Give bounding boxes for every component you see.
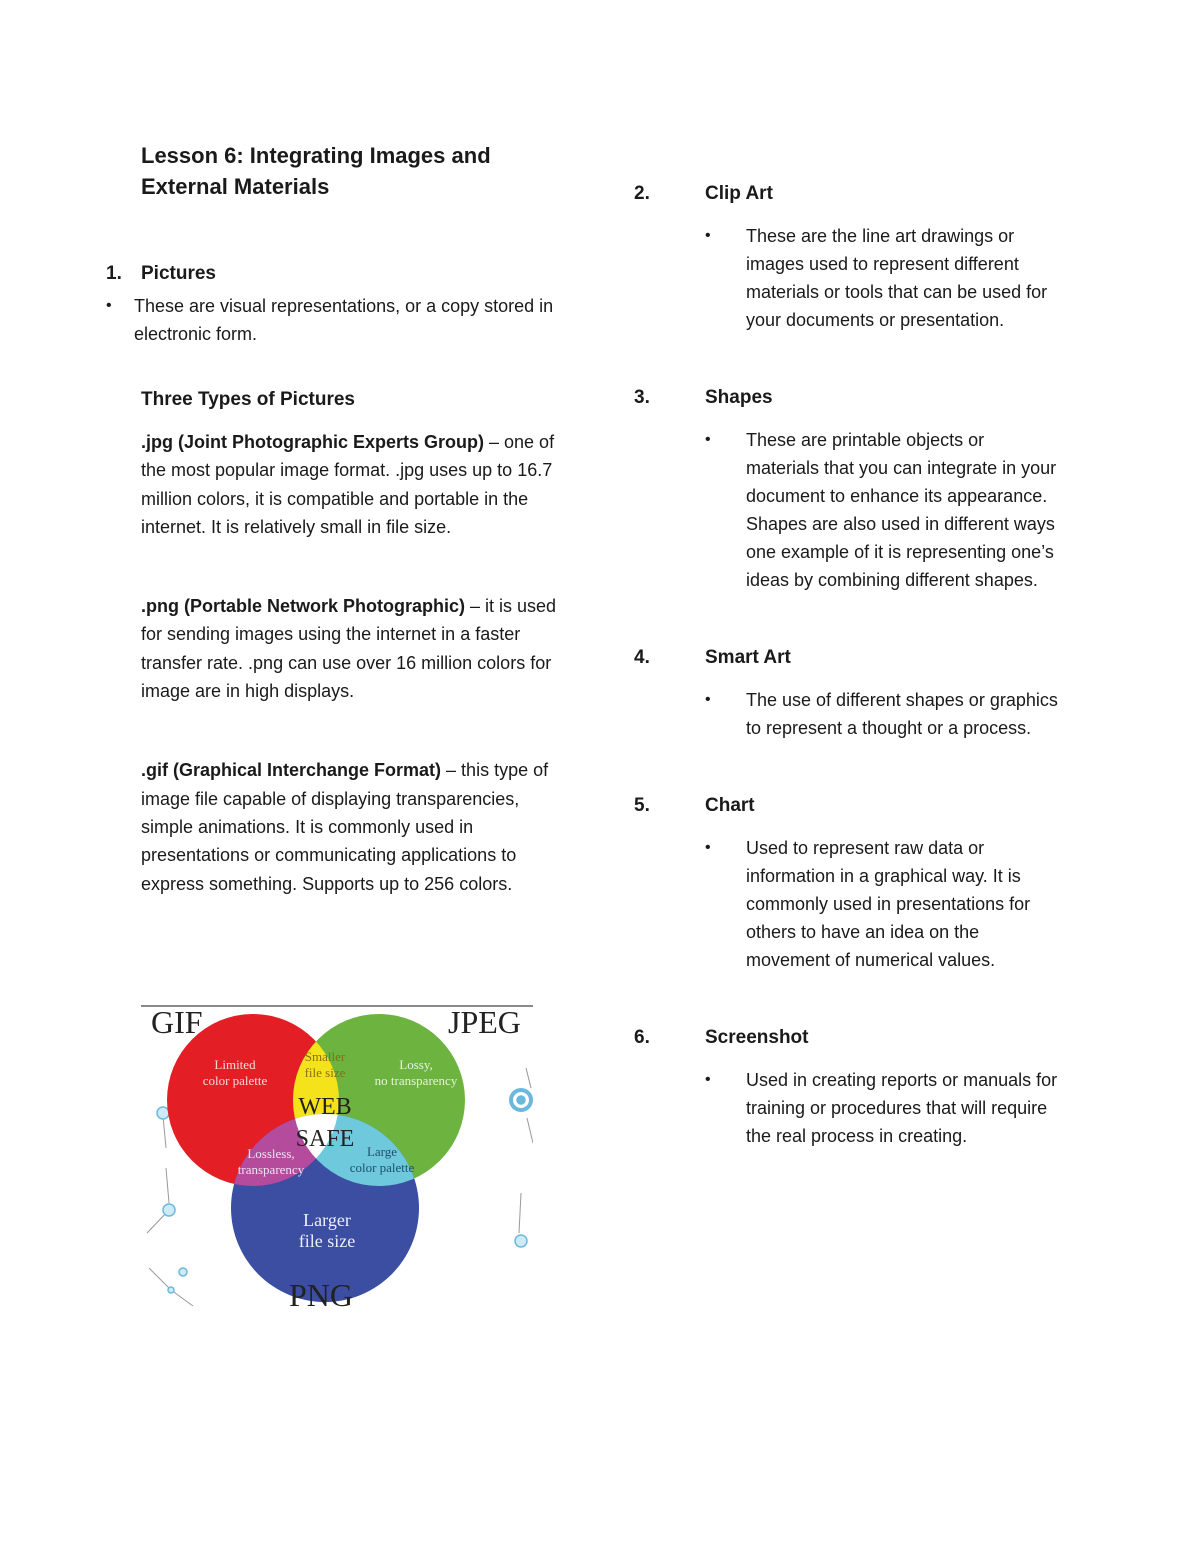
section-heading: [634, 792, 1074, 820]
section-title: Chart: [705, 795, 755, 816]
bullet-icon: •: [705, 839, 711, 856]
section-number: 2.: [634, 183, 650, 204]
picture-type-name: .gif (Graphical Interchange Format): [141, 760, 442, 781]
gif-jpeg-text: Smaller: [304, 1049, 346, 1064]
web-safe-text: WEB: [298, 1094, 352, 1120]
section-number: 1.: [106, 263, 122, 284]
bullet-text: Used in creating reports or manuals for training or procedures that will require the real process in creating.: [746, 1070, 1058, 1146]
section-heading: [634, 644, 1074, 672]
list-item: [705, 426, 1074, 594]
gif-only-text: Limited: [214, 1057, 256, 1072]
picture-type-name: .png (Portable Network Photographic): [141, 596, 466, 617]
bullet-icon: •: [705, 227, 711, 244]
section-title: Pictures: [141, 263, 216, 284]
three-types-heading: Three Types of Pictures: [141, 389, 355, 410]
section-title: Clip Art: [705, 183, 773, 204]
jpeg-only-text: Lossy,: [399, 1057, 433, 1072]
section-heading: [634, 180, 1074, 208]
section-title: Smart Art: [705, 647, 791, 668]
image-format-venn-diagram: [141, 998, 533, 1310]
section-heading: [634, 384, 1074, 412]
section-number: 6.: [634, 1027, 650, 1048]
jpeg-label: JPEG: [448, 1004, 521, 1040]
gif-only-text: color palette: [202, 1073, 268, 1088]
bullet-icon: •: [705, 1071, 711, 1088]
list-item: [705, 1066, 1074, 1150]
gif-png-text: transparency: [237, 1162, 305, 1177]
bullet-icon: •: [705, 431, 711, 448]
list-item: [106, 292, 571, 348]
picture-type-desc: – it is used for sending images using the internet in a faster transfer rate. .png can use over 16 million colors for image are in high displays.: [141, 596, 557, 702]
picture-type-png: [141, 592, 571, 705]
picture-type-gif: [141, 756, 571, 897]
jpeg-png-text: color palette: [349, 1160, 415, 1175]
jpeg-png-text: Large: [366, 1144, 398, 1159]
section-clip-art: [634, 180, 1074, 334]
section-heading-pictures: [106, 260, 571, 288]
list-item: [705, 222, 1074, 334]
png-label: PNG: [289, 1277, 354, 1310]
right-column: [634, 180, 1074, 1150]
png-only-text: file size: [298, 1231, 356, 1251]
picture-type-jpg: [141, 428, 571, 541]
bullet-icon: •: [705, 691, 711, 708]
section-heading: [634, 1024, 1074, 1052]
section-chart: [634, 792, 1074, 974]
picture-type-desc: – one of the most popular image format. .jpg uses up to 16.7 million colors, it is compatible and portable in the internet. It is relatively small in file size.: [141, 432, 555, 537]
bullet-text: These are printable objects or materials that you can integrate in your document to enhance its appearance. Shapes are also used in different ways one example of it is representing one’s ideas by combining different shapes.: [746, 430, 1057, 590]
section-title: Shapes: [705, 387, 773, 408]
gif-png-text: Lossless,: [247, 1146, 295, 1161]
section-screenshot: [634, 1024, 1074, 1150]
gif-label: GIF: [151, 1004, 203, 1040]
list-item: [705, 834, 1074, 974]
section-title: Screenshot: [705, 1027, 809, 1048]
left-column: [106, 140, 571, 898]
section-shapes: [634, 384, 1074, 594]
png-only-text: Larger: [303, 1210, 351, 1230]
web-safe-text: SAFE: [295, 1126, 355, 1152]
bullet-text: These are the line art drawings or images used to represent different materials or tools that can be used for your documents or presentation.: [746, 226, 1048, 330]
section-number: 4.: [634, 647, 650, 668]
gif-jpeg-text: file size: [304, 1065, 346, 1080]
jpeg-only-text: no transparency: [374, 1073, 458, 1088]
picture-type-name: .jpg (Joint Photographic Experts Group): [141, 432, 485, 452]
lesson-title: Lesson 6: Integrating Images and External Materials: [141, 143, 491, 199]
section-number: 3.: [634, 387, 650, 408]
bullet-text: Used to represent raw data or information in a graphical way. It is commonly used in presentations for others to have an idea on the movement of numerical values.: [746, 838, 1031, 970]
bullet-icon: •: [106, 297, 112, 314]
picture-type-desc: – this type of image file capable of displaying transparencies, simple animations. It is commonly used in presentations or communicating applications to express something. Supports up to 256 colors.: [141, 760, 549, 894]
section-number: 5.: [634, 795, 650, 816]
section-smart-art: [634, 644, 1074, 742]
bullet-text: The use of different shapes or graphics to represent a thought or a process.: [746, 690, 1058, 738]
bullet-text: These are visual representations, or a copy stored in electronic form.: [133, 296, 554, 344]
list-item: [705, 686, 1074, 742]
